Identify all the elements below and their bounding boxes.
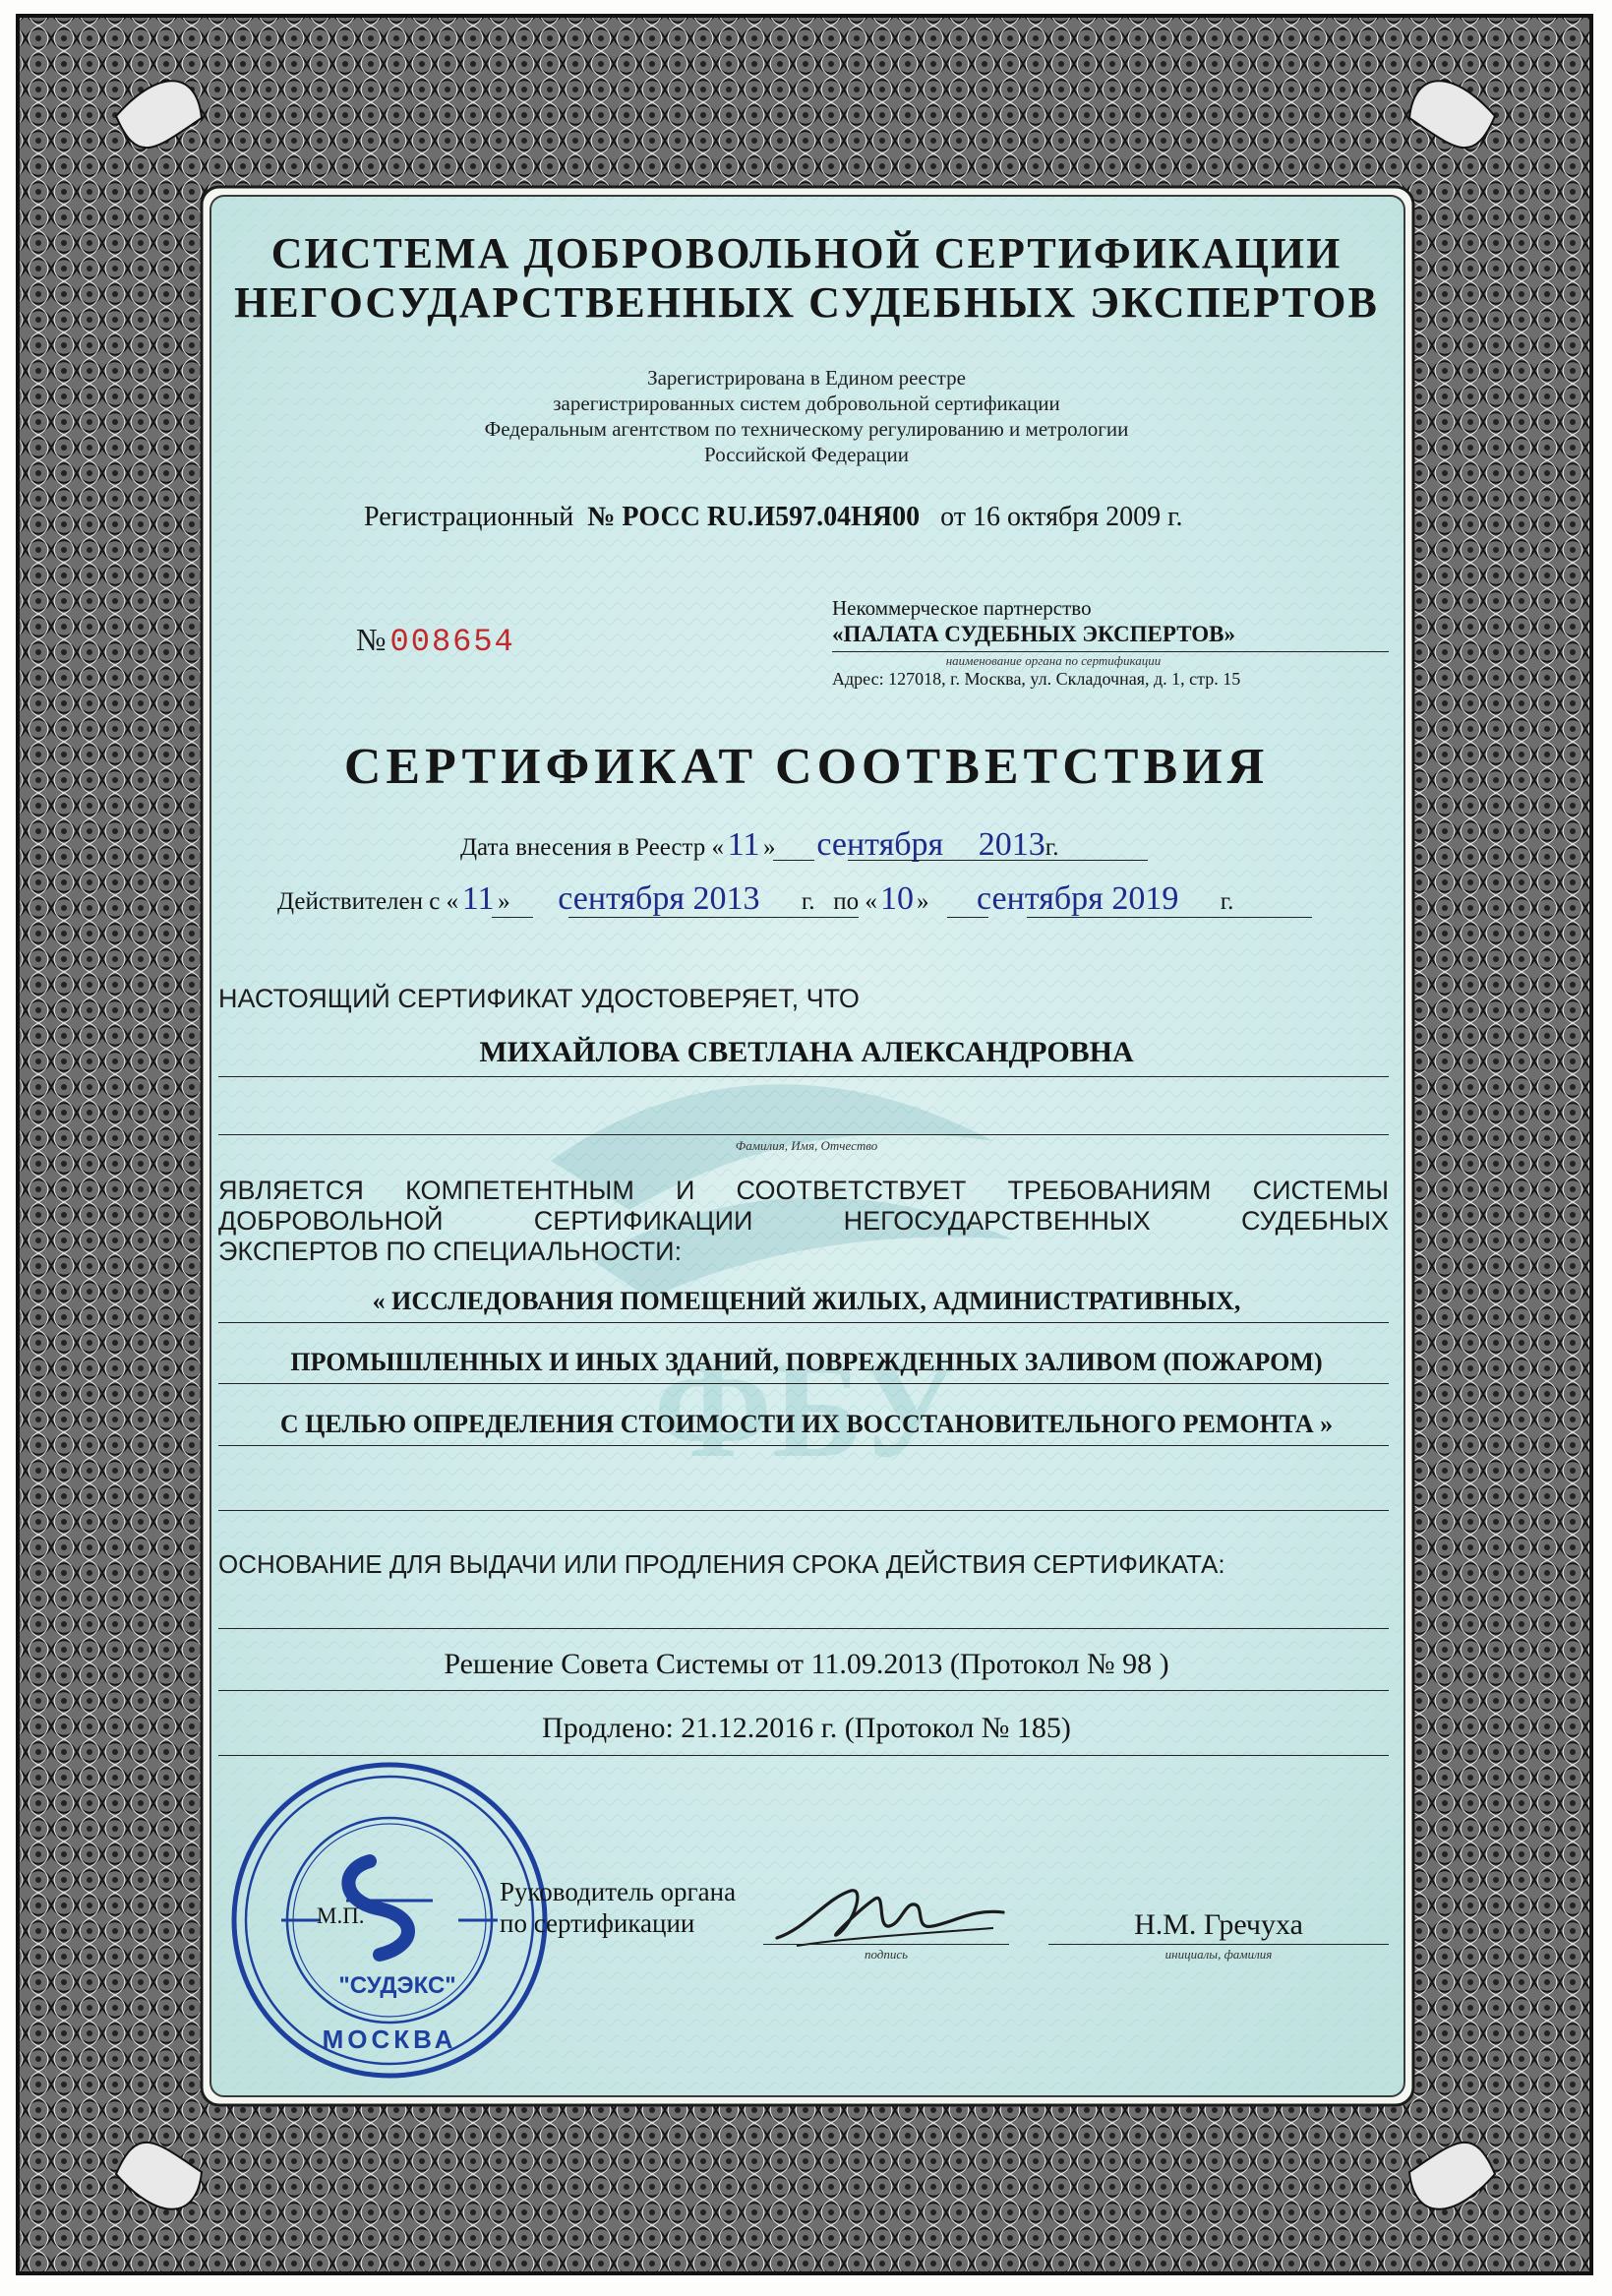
registration-number: № РОСС RU.И597.04НЯ00 bbox=[587, 502, 921, 532]
competence-line-1: ЯВЛЯЕТСЯ КОМПЕТЕНТНЫМ И СООТВЕТСТВУЕТ ТРЕБОВАНИЯМ СИСТЕМЫ bbox=[218, 1176, 1389, 1205]
valid-from-label: Действителен с « bbox=[277, 888, 459, 915]
valid-to-day: 10 bbox=[879, 880, 914, 917]
registry-date-quote: » bbox=[763, 834, 776, 861]
valid-to-quote: » bbox=[916, 888, 929, 915]
seal-center-text: "СУДЭКС" bbox=[338, 1972, 456, 1999]
svg-text:ФБУ: ФБУ bbox=[653, 1334, 960, 1486]
serial-prefix: № bbox=[356, 622, 387, 657]
title-line-1: СИСТЕМА ДОБРОВОЛЬНОЙ СЕРТИФИКАЦИИ bbox=[270, 229, 1343, 277]
valid-from-day: 11 bbox=[461, 880, 495, 917]
registry-year: 2013 bbox=[978, 826, 1045, 863]
serial-number: 008654 bbox=[389, 624, 515, 660]
issuer-name: «ПАЛАТА СУДЕБНЫХ ЭКСПЕРТОВ» bbox=[832, 622, 1235, 646]
registration-line-1: Зарегистрирована в Едином реестре bbox=[647, 366, 966, 390]
specialty-line-2: ПРОМЫШЛЕННЫХ И ИНЫХ ЗДАНИЙ, ПОВРЕЖДЕННЫХ ЗАЛИВОМ (ПОЖАРОМ) bbox=[290, 1348, 1323, 1376]
signer-name: Н.М. Гречуха bbox=[1134, 1908, 1303, 1941]
seal-city: МОСКВА bbox=[322, 2024, 457, 2054]
signature-caption: подпись bbox=[864, 1947, 909, 1962]
valid-from-month-year: сентября 2013 bbox=[558, 880, 760, 917]
valid-from-quote: » bbox=[498, 888, 510, 915]
issuer-name-caption: наименование органа по сертификации bbox=[945, 653, 1162, 668]
certifies-intro: НАСТОЯЩИЙ СЕРТИФИКАТ УДОСТОВЕРЯЕТ, ЧТО bbox=[218, 984, 860, 1013]
basis-extension: Продлено: 21.12.2016 г. (Протокол № 185) bbox=[542, 1712, 1071, 1744]
stamp-place: М.П. bbox=[317, 1903, 365, 1928]
title-line-2: НЕГОСУДАРСТВЕННЫХ СУДЕБНЫХ ЭКСПЕРТОВ bbox=[234, 278, 1379, 327]
document-title: СЕРТИФИКАТ СООТВЕТСТВИЯ bbox=[343, 739, 1270, 795]
issuer-type: Некоммерческое партнерство bbox=[832, 596, 1092, 620]
registry-date-label: Дата внесения в Реестр « bbox=[460, 834, 725, 861]
registry-day: 11 bbox=[727, 826, 760, 863]
validity-row bbox=[277, 880, 1233, 918]
holder-name: МИХАЙЛОВА СВЕТЛАНА АЛЕКСАНДРОВНА bbox=[479, 1036, 1134, 1068]
valid-to-month-year: сентября 2019 bbox=[977, 880, 1179, 917]
competence-line-3: ЭКСПЕРТОВ ПО СПЕЦИАЛЬНОСТИ: bbox=[218, 1237, 683, 1266]
registry-month: сентября bbox=[816, 826, 944, 863]
registration-number-row bbox=[364, 502, 1249, 533]
issuer-address: Адрес: 127018, г. Москва, ул. Складочная, д. 1, стр. 15 bbox=[832, 669, 1241, 689]
registration-line-3: Федеральным агентством по техническому регулированию и метрологии bbox=[484, 417, 1129, 441]
registration-line-4: Российской Федерации bbox=[704, 443, 909, 466]
basis-heading: ОСНОВАНИЕ ДЛЯ ВЫДАЧИ ИЛИ ПРОДЛЕНИЯ СРОКА ДЕЙСТВИЯ СЕРТИФИКАТА: bbox=[218, 1549, 1225, 1579]
competence-line-2: ДОБРОВОЛЬНОЙ СЕРТИФИКАЦИИ НЕГОСУДАРСТВЕННЫХ СУДЕБНЫХ bbox=[218, 1206, 1389, 1236]
holder-name-caption: Фамилия, Имя, Отчество bbox=[735, 1138, 878, 1153]
valid-from-suffix: г. bbox=[801, 888, 815, 915]
signer-role-line-1: Руководитель органа bbox=[500, 1877, 737, 1906]
valid-to-label: по « bbox=[833, 888, 877, 915]
signer-role-line-2: по сертификации bbox=[500, 1908, 695, 1938]
basis-decision: Решение Совета Системы от 11.09.2013 (Протокол № 98 ) bbox=[444, 1648, 1169, 1680]
registration-date: от 16 октября 2009 г. bbox=[940, 502, 1183, 532]
signer-name-caption: инициалы, фамилия bbox=[1164, 1947, 1273, 1962]
registry-year-suffix: г. bbox=[1045, 834, 1059, 861]
specialty-line-1: « ИССЛЕДОВАНИЯ ПОМЕЩЕНИЙ ЖИЛЫХ, АДМИНИСТРАТИВНЫХ, bbox=[372, 1287, 1241, 1315]
registry-date-row bbox=[460, 826, 1058, 864]
valid-to-suffix: г. bbox=[1220, 888, 1234, 915]
registration-number-label: Регистрационный bbox=[364, 502, 574, 532]
serial-number-row bbox=[356, 622, 515, 660]
registration-line-2: зарегистрированных систем добровольной сертификации bbox=[553, 392, 1060, 415]
specialty-line-3: С ЦЕЛЬЮ ОПРЕДЕЛЕНИЯ СТОИМОСТИ ИХ ВОССТАНОВИТЕЛЬНОГО РЕМОНТА » bbox=[279, 1410, 1334, 1438]
